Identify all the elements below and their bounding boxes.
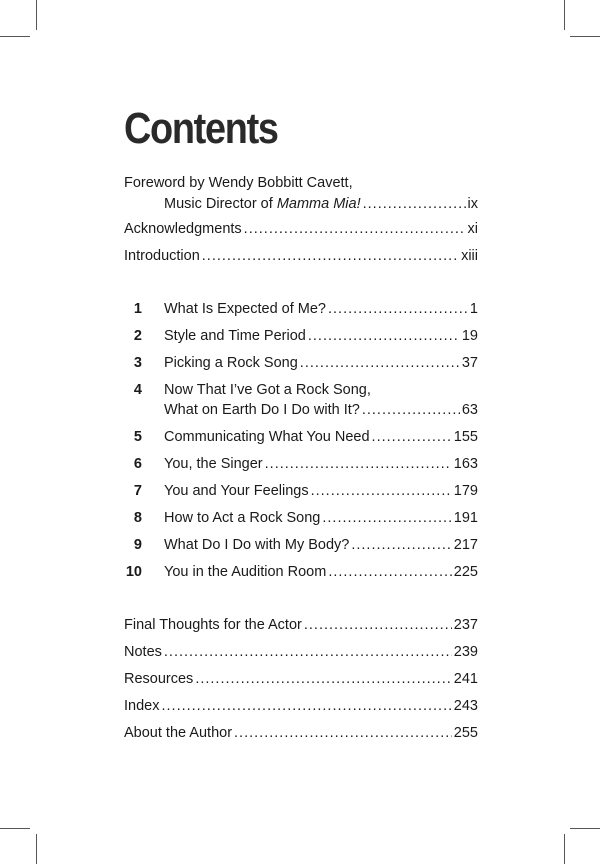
dot-leader [304, 612, 452, 639]
dot-leader [328, 296, 468, 323]
toc-entry-index[interactable] [124, 693, 478, 720]
dot-leader [202, 243, 459, 270]
dot-leader [265, 451, 452, 478]
toc-label: What Is Expected of Me? [164, 301, 326, 317]
toc-label: About the Author [124, 725, 233, 741]
dot-leader [311, 478, 452, 505]
toc-page-number: 237 [453, 617, 478, 633]
toc-foreword-prefix: Music Director of [164, 196, 277, 212]
toc-label: You and Your Feelings [164, 483, 309, 499]
toc-label: Acknowledgments [124, 221, 242, 237]
toc-label: What on Earth Do I Do with It? [164, 402, 360, 418]
crop-mark [564, 0, 565, 30]
crop-mark [36, 834, 37, 864]
toc-page-number: 243 [453, 698, 478, 714]
toc-page-number: 217 [453, 537, 478, 553]
toc-entry-final-thoughts[interactable] [124, 612, 478, 639]
toc-page-number: xi [467, 221, 478, 237]
toc-entry-notes[interactable] [124, 639, 478, 666]
toc-entry-acknowledgments[interactable] [124, 216, 478, 243]
toc-entry-chapter-2[interactable] [164, 323, 478, 350]
toc-entry-chapter-1[interactable] [164, 296, 478, 323]
toc-label: What Do I Do with My Body? [164, 537, 350, 553]
toc-entry-chapter-8[interactable] [164, 505, 478, 532]
toc-page-number: ix [467, 196, 478, 212]
chapter-number: 7 [133, 483, 142, 499]
toc-page-number: 37 [461, 355, 478, 371]
toc-page-number: 179 [453, 483, 478, 499]
chapter-number: 5 [133, 429, 142, 445]
toc-page-number: 255 [453, 725, 478, 741]
dot-leader [372, 424, 452, 451]
toc-label: Index [124, 698, 160, 714]
dot-leader [300, 350, 460, 377]
toc-entry-about-the-author[interactable] [124, 720, 478, 747]
toc-entry-chapter-7[interactable] [164, 478, 478, 505]
toc-label: Final Thoughts for the Actor [124, 617, 302, 633]
dot-leader [322, 505, 451, 532]
toc-label: Resources [124, 671, 194, 687]
toc-entry-chapter-3[interactable] [164, 350, 478, 377]
toc-entry-resources[interactable] [124, 666, 478, 693]
toc-entry-chapter-10[interactable] [164, 559, 478, 586]
dot-leader [363, 191, 466, 218]
toc-label: Style and Time Period [164, 328, 306, 344]
dot-leader [234, 720, 452, 747]
toc-label: You in the Audition Room [164, 564, 327, 580]
toc-entry-chapter-5[interactable] [164, 424, 478, 451]
toc-chapter-4-line1: Now That I’ve Got a Rock Song, [164, 382, 371, 398]
dot-leader [195, 666, 451, 693]
toc-foreword-italic: Mamma Mia! [276, 196, 361, 212]
toc-entry-chapter-4[interactable] [164, 397, 478, 424]
chapter-number: 10 [125, 564, 142, 580]
crop-mark [570, 36, 600, 37]
toc-label: Introduction [124, 248, 200, 264]
crop-mark [0, 828, 30, 829]
toc-foreword-line1: Foreword by Wendy Bobbitt Cavett, [124, 175, 353, 191]
chapter-number: 2 [133, 328, 142, 344]
toc-page-number: 239 [453, 644, 478, 660]
toc-entry-chapter-9[interactable] [164, 532, 478, 559]
toc-page-number: 155 [453, 429, 478, 445]
page-title: Contents [124, 104, 278, 153]
dot-leader [308, 323, 460, 350]
dot-leader [244, 216, 466, 243]
toc-label: Picking a Rock Song [164, 355, 298, 371]
toc-page-number: 1 [469, 301, 478, 317]
toc-label: Notes [124, 644, 162, 660]
toc-entry-introduction[interactable] [124, 243, 478, 270]
toc-page-number: xiii [461, 248, 478, 264]
toc-page-number: 63 [461, 402, 478, 418]
dot-leader [328, 559, 451, 586]
chapter-number: 9 [133, 537, 142, 553]
chapter-number: 1 [133, 301, 142, 317]
dot-leader [351, 532, 451, 559]
toc-page-number: 225 [453, 564, 478, 580]
crop-mark [0, 36, 30, 37]
dot-leader [164, 639, 452, 666]
toc-label: Communicating What You Need [164, 429, 370, 445]
crop-mark [36, 0, 37, 30]
toc-label: You, the Singer [164, 456, 263, 472]
toc-label: How to Act a Rock Song [164, 510, 321, 526]
chapter-number: 3 [133, 355, 142, 371]
chapter-number: 4 [133, 382, 142, 398]
toc-page-number: 163 [453, 456, 478, 472]
crop-mark [570, 828, 600, 829]
toc-page-number: 19 [461, 328, 478, 344]
dot-leader [362, 397, 460, 424]
chapter-number: 8 [133, 510, 142, 526]
dot-leader [161, 693, 451, 720]
toc-entry-foreword[interactable] [164, 191, 478, 218]
chapter-number: 6 [133, 456, 142, 472]
toc-entry-chapter-6[interactable] [164, 451, 478, 478]
toc-page-number: 191 [453, 510, 478, 526]
toc-page-number: 241 [453, 671, 478, 687]
crop-mark [564, 834, 565, 864]
